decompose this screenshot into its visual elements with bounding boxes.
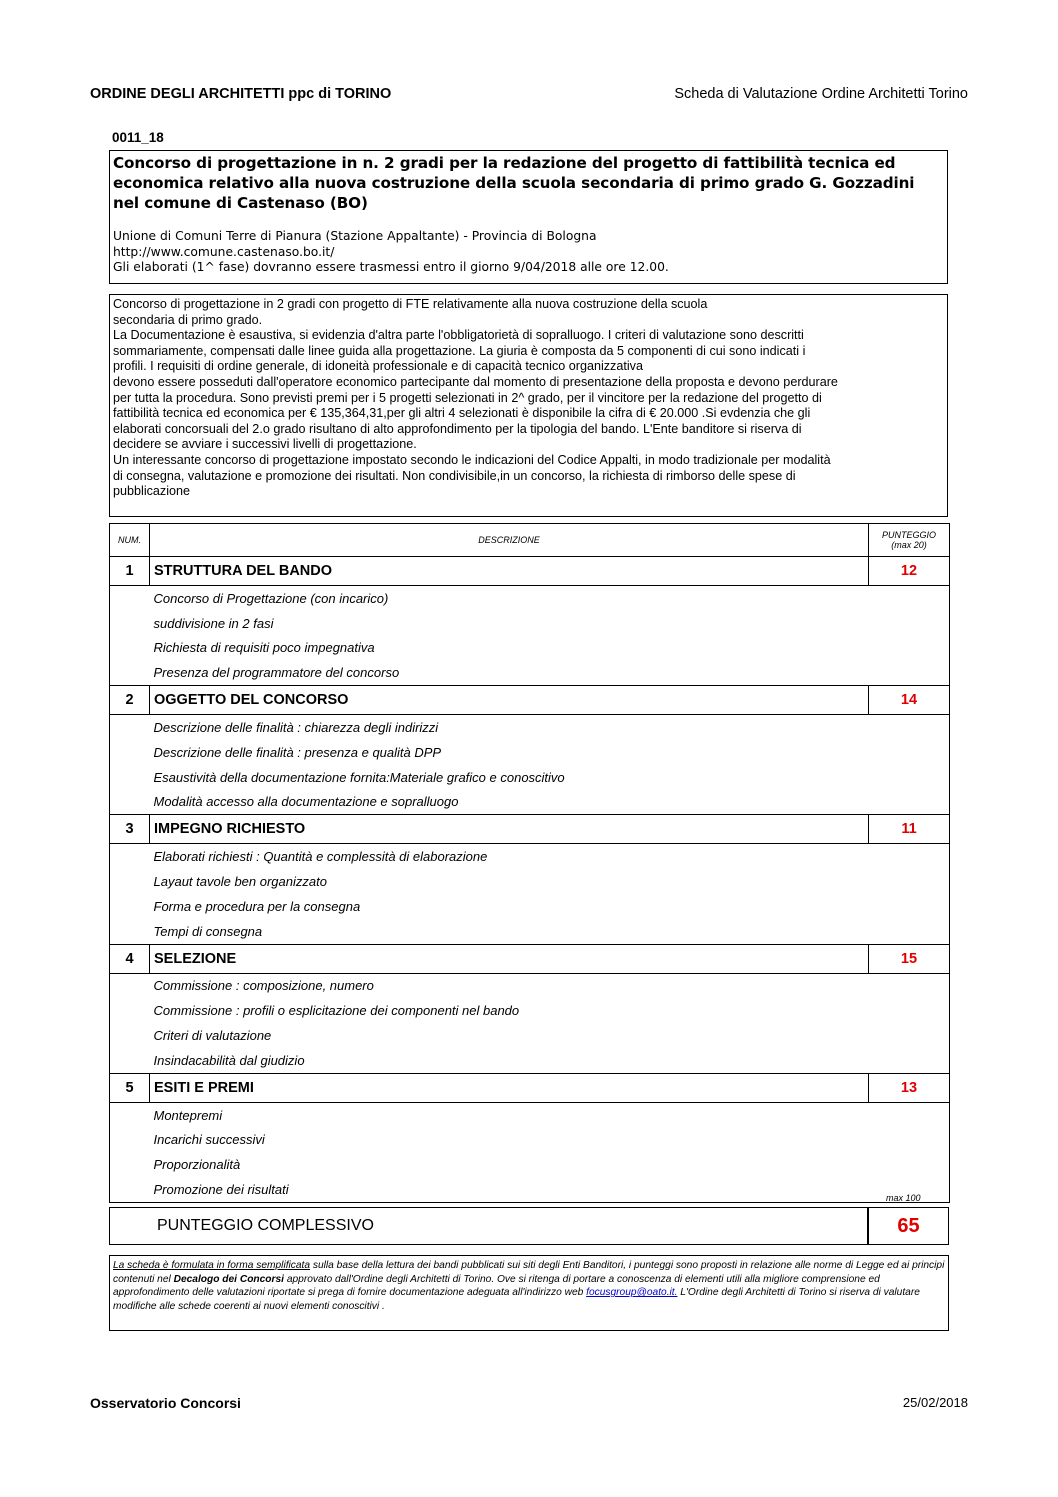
note-decalogo: Decalogo dei Concorsi xyxy=(173,1273,284,1285)
criterion-label: Concorso di Progettazione (con incarico) xyxy=(153,590,389,606)
criterion-row xyxy=(110,611,950,636)
criterion-spacer xyxy=(110,611,150,636)
criterion-row xyxy=(110,1102,950,1127)
footer-observatory: Osservatorio Concorsi xyxy=(90,1395,241,1411)
criterion-label: Commissione : profili o esplicitazione dei componenti nel bando xyxy=(153,1003,520,1019)
criterion-score-cell xyxy=(869,1023,950,1048)
category-number: 4 xyxy=(110,944,150,973)
criterion-row xyxy=(110,919,950,944)
criterion-label: Insindacabilità dal giudizio xyxy=(150,1048,869,1073)
criterion-score-cell xyxy=(869,973,950,998)
criterion-score-cell xyxy=(869,1128,950,1153)
criterion-spacer xyxy=(110,740,150,765)
competition-title-box xyxy=(109,150,948,284)
criterion-label: Elaborati richiesti : Quantità e complessità di elaborazione xyxy=(153,849,488,865)
criterion-spacer xyxy=(110,1152,150,1177)
category-label: ESITI E PREMI xyxy=(150,1073,869,1102)
criterion-label: Montepremi xyxy=(153,1107,223,1123)
criterion-label: suddivisione in 2 fasi xyxy=(153,615,274,631)
category-label: OGGETTO DEL CONCORSO xyxy=(150,686,869,715)
criterion-label: Criteri di valutazione xyxy=(153,1028,272,1044)
criterion-label: Incarichi successivi xyxy=(153,1132,265,1148)
criterion-label: Forma e procedura per la consegna xyxy=(153,898,361,914)
category-score: 11 xyxy=(869,815,950,844)
criterion-row xyxy=(110,998,950,1023)
header-doc-title: Scheda di Valutazione Ordine Architetti Torino xyxy=(674,86,968,102)
criterion-score-cell xyxy=(869,1048,950,1073)
competition-url[interactable]: http://www.comune.castenaso.bo.it/ xyxy=(113,244,335,259)
criterion-row xyxy=(110,973,950,998)
col-desc-header: DESCRIZIONE xyxy=(150,524,869,557)
deadline-text: Gli elaborati (1^ fase) dovranno essere trasmessi entro il giorno 9/04/2018 alle ore 12.00. xyxy=(113,260,669,274)
criterion-score-cell xyxy=(869,740,950,765)
criterion-label: Proporzionalità xyxy=(153,1157,241,1173)
score-table xyxy=(109,523,950,1203)
contracting-station: Unione di Comuni Terre di Pianura (Stazione Appaltante) - Provincia di Bologna xyxy=(113,229,597,243)
criterion-spacer xyxy=(110,586,150,611)
criterion-spacer xyxy=(110,869,150,894)
criterion-spacer xyxy=(110,715,150,740)
criterion-spacer xyxy=(110,1023,150,1048)
criterion-score-cell xyxy=(869,660,950,685)
criterion-spacer xyxy=(110,998,150,1023)
criterion-label: Richiesta di requisiti poco impegnativa xyxy=(153,640,375,656)
criterion-row xyxy=(110,1128,950,1153)
disclaimer-note xyxy=(109,1255,949,1331)
note-text-2: approvato dall'Ordine degli Architetti di Torino. Ove si ritenga di portare a conoscenza di elementi utili alla migliore comprensione ed approfondimento delle valutazioni riportate si prega di fornire documentazione adeguata all'indirizzo web xyxy=(113,1273,880,1299)
category-number: 2 xyxy=(110,686,150,715)
competition-title: Concorso di progettazione in n. 2 gradi per la redazione del progetto di fattibilità tecnica ed economica relativo alla nuova costruzione della scuola secondaria di primo grado G. Gozzadini nel comune di Castenaso (BO) xyxy=(113,154,915,212)
criterion-spacer xyxy=(110,919,150,944)
criterion-row xyxy=(110,715,950,740)
competition-code: 0011_18 xyxy=(112,130,164,145)
criterion-score-cell xyxy=(869,765,950,790)
category-label: SELEZIONE xyxy=(150,944,869,973)
criterion-score-cell xyxy=(869,998,950,1023)
criterion-spacer xyxy=(110,636,150,661)
description-text: Concorso di progettazione in 2 gradi con progetto di FTE relativamente alla nuova costruzione della scuola secondaria di primo grado. La Documentazione è esaustiva, si evidenzia d'altra parte l'obbligatorietà di sopralluogo. I criteri di valutazione sono descritti sommariamente, compensati dalle linee guida alla progettazione. La giuria è composta da 5 componenti di cui sono indicati i profili. I requisiti di ordine generale, di idoneità professionale e di capacità tecnico organizzativa devono essere posseduti dall'operatore economico partecipante dal momento di presentazione della proposta e devono perdurare per tutta la procedura. Sono previsti premi per i 5 progetti selezionati in 2^ grado, per il vincitore per la redazione del progetto di fattibilità tecnica ed economica per € 135,364,31,per gli altri 4 selezionati è disponibile la cifra di € 20.000 .Si evdenzia che gli elaborati concorsuali del 2.o grado risultano di alto approfondimento per la tipologia del bando. L'Ente banditore si riserva di decidere se avviare i successivi livelli di progettazione. Un interessante concorso di progettazione impostato secondo le indicazioni del Codice Appalti, in modo tradizionale per modalità di consegna, valutazione e promozione dei risultati. Non condivisibile,in un concorso, la richiesta di rimborso delle spese di pubblicazione xyxy=(113,297,838,499)
criterion-spacer xyxy=(110,1128,150,1153)
category-row xyxy=(110,815,950,844)
criterion-row xyxy=(110,844,950,869)
note-text-3: L'Ordine degli Architetti di Torino si riserva di valutare modifiche alle schede coerenti ai nuovi elementi conoscitivi . xyxy=(113,1287,920,1312)
criterion-row xyxy=(110,765,950,790)
criterion-score-cell xyxy=(869,636,950,661)
criterion-score-cell xyxy=(869,844,950,869)
criterion-spacer xyxy=(110,1177,150,1202)
criterion-score-cell xyxy=(869,919,950,944)
criterion-row xyxy=(110,1177,950,1202)
criterion-row xyxy=(110,1048,950,1073)
criterion-label: Commissione : composizione, numero xyxy=(153,978,374,994)
category-score: 13 xyxy=(869,1073,950,1102)
criterion-score-cell xyxy=(869,869,950,894)
criterion-label: Modalità accesso alla documentazione e sopralluogo xyxy=(150,790,869,815)
col-num-header: NUM. xyxy=(110,524,150,557)
total-label: PUNTEGGIO COMPLESSIVO xyxy=(109,1207,868,1245)
table-header-row xyxy=(110,524,950,557)
category-score: 12 xyxy=(869,557,950,586)
criterion-label: Promozione dei risultati xyxy=(150,1177,869,1202)
total-score: 65 xyxy=(868,1207,949,1245)
criterion-spacer xyxy=(110,844,150,869)
category-row xyxy=(110,557,950,586)
criterion-row xyxy=(110,660,950,685)
category-label: STRUTTURA DEL BANDO xyxy=(150,557,869,586)
col-score-header xyxy=(869,524,950,557)
category-number: 5 xyxy=(110,1073,150,1102)
criterion-row xyxy=(110,869,950,894)
criterion-spacer xyxy=(110,790,150,815)
criterion-row xyxy=(110,740,950,765)
header-org: ORDINE DEGLI ARCHITETTI ppc di TORINO xyxy=(90,86,392,102)
competition-info xyxy=(113,229,944,276)
col-score-max: (max 20) xyxy=(891,540,927,550)
note-text-1: sulla base della lettura dei bandi pubblicati sui siti degli Enti Banditori, i punteggi sono proposti in relazione alle norme di Legge ed ai principi contenuti nel xyxy=(113,1260,945,1285)
criterion-row xyxy=(110,790,950,815)
criterion-score-cell xyxy=(869,715,950,740)
category-row xyxy=(110,944,950,973)
description-box xyxy=(109,294,948,517)
criterion-spacer xyxy=(110,1048,150,1073)
criterion-label: Esaustività della documentazione fornita:Materiale grafico e conoscitivo xyxy=(153,769,565,785)
category-row xyxy=(110,1073,950,1102)
criterion-row xyxy=(110,894,950,919)
criterion-row xyxy=(110,1023,950,1048)
criterion-row xyxy=(110,586,950,611)
criterion-label: Layaut tavole ben organizzato xyxy=(153,874,327,890)
criterion-spacer xyxy=(110,765,150,790)
category-score: 14 xyxy=(869,686,950,715)
criterion-score-cell xyxy=(869,1102,950,1127)
criterion-label: Descrizione delle finalità : chiarezza degli indirizzi xyxy=(153,720,439,736)
criterion-spacer xyxy=(110,973,150,998)
criterion-score-cell xyxy=(869,894,950,919)
criterion-spacer xyxy=(110,894,150,919)
note-email-link[interactable]: focusgroup@oato.it. xyxy=(586,1287,678,1299)
category-row xyxy=(110,686,950,715)
criterion-score-cell xyxy=(869,790,950,815)
criterion-score-cell xyxy=(869,611,950,636)
col-score-label: PUNTEGGIO xyxy=(881,530,936,540)
category-score: 15 xyxy=(869,944,950,973)
max-total-label: max 100 xyxy=(886,1193,921,1203)
criterion-row xyxy=(110,636,950,661)
criterion-label: Descrizione delle finalità : presenza e qualità DPP xyxy=(153,744,442,760)
criterion-score-cell xyxy=(869,586,950,611)
category-number: 3 xyxy=(110,815,150,844)
note-lead: La scheda è formulata in forma semplificata xyxy=(113,1260,311,1271)
criterion-spacer xyxy=(110,1102,150,1127)
category-label: IMPEGNO RICHIESTO xyxy=(150,815,869,844)
criterion-spacer xyxy=(110,660,150,685)
category-number: 1 xyxy=(110,557,150,586)
criterion-label: Tempi di consegna xyxy=(150,919,869,944)
criterion-score-cell xyxy=(869,1152,950,1177)
criterion-label: Presenza del programmatore del concorso xyxy=(150,660,869,685)
footer-date: 25/02/2018 xyxy=(902,1395,968,1410)
criterion-row xyxy=(110,1152,950,1177)
